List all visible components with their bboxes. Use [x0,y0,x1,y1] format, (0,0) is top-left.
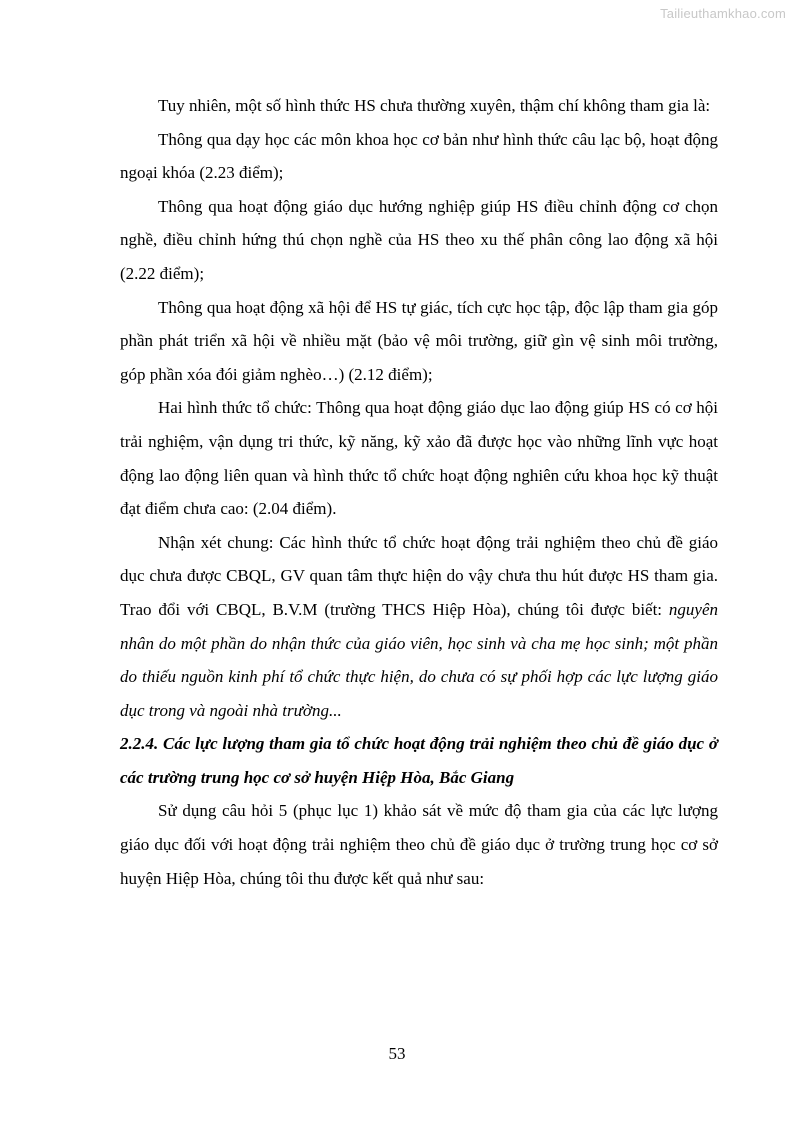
paragraph-closing: Sử dụng câu hỏi 5 (phục lục 1) khảo sát về mức độ tham gia của các lực lượng giáo dục đối với hoạt động trải nghiệm theo chủ đề giáo dục ở trường trung học cơ sở huyện Hiệp Hòa, chúng tôi thu được kết quả như sau: [120,801,718,888]
page-number: 53 [388,1044,406,1063]
paragraph-summary [120,526,718,728]
summary-italic-quote: nguyên nhân do một phần do nhận thức của giáo viên, học sinh và cha mẹ học sinh; một phần do thiếu nguồn kinh phí tổ chức thực hiện, do chưa có sự phối hợp các lực lượng giáo dục trong và ngoài nhà trường... [120,599,718,720]
paragraph: Hai hình thức tổ chức: Thông qua hoạt động giáo dục lao động giúp HS có cơ hội trải nghiệm, vận dụng tri thức, kỹ năng, kỹ xảo đã được học vào những lĩnh vực hoạt động lao động liên quan và hình thức tổ chức hoạt động nghiên cứu khoa học kỹ thuật đạt điểm chưa cao: (2.04 điểm). [120,398,718,519]
paragraph: Tuy nhiên, một số hình thức HS chưa thường xuyên, thậm chí không tham gia là: [158,96,711,115]
summary-text: Nhận xét chung: Các hình thức tổ chức hoạt động trải nghiệm theo chủ đề giáo dục chưa được CBQL, GV quan tâm thực hiện do vậy chưa thu hút được HS tham gia. Trao đổi với CBQL, B.V.M (trường THCS Hiệp Hòa), chúng tôi được biết: [120,532,718,619]
section-heading: 2.2.4. Các lực lượng tham gia tổ chức hoạt động trải nghiệm theo chủ đề giáo dục ở các trường trung học cơ sở huyện Hiệp Hòa, Bắc Giang [120,734,718,787]
document-body [120,89,718,895]
watermark-text: Tailieuthamkhao.com [660,6,786,21]
paragraph: Thông qua hoạt động xã hội để HS tự giác, tích cực học tập, độc lập tham gia góp phần phát triển xã hội về nhiều mặt (bảo vệ môi trường, giữ gìn vệ sinh môi trường, góp phần xóa đói giảm nghèo…) (2.12 điểm); [120,297,718,384]
paragraph: Thông qua hoạt động giáo dục hướng nghiệp giúp HS điều chỉnh động cơ chọn nghề, điều chỉnh hứng thú chọn nghề của HS theo xu thế phân công lao động xã hội (2.22 điểm); [120,196,718,283]
paragraph: Thông qua dạy học các môn khoa học cơ bản như hình thức câu lạc bộ, hoạt động ngoại khóa (2.23 điểm); [120,129,718,183]
